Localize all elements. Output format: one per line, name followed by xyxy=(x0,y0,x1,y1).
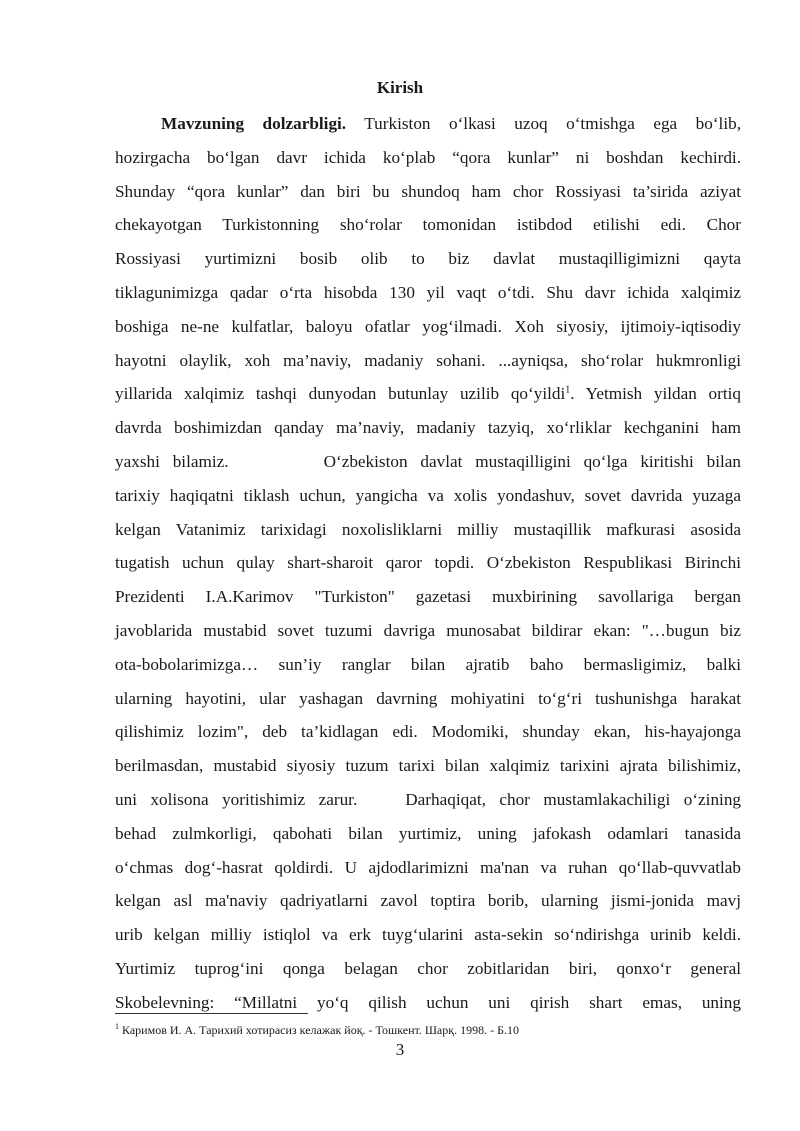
text-line: tarixiy haqiqatni tiklash uchun, yangicha va xolis yondashuv, sovet davrida yuzaga xyxy=(115,485,741,505)
text-line: Rossiyasi yurtimizni bosib olib to biz davlat mustaqilligimizni qayta xyxy=(115,249,741,269)
text-line xyxy=(115,783,741,817)
text-line: hozirgacha bo‘lgan davr ichida ko‘plab “qora kunlar” ni boshdan kechirdi. xyxy=(115,147,741,167)
text-line xyxy=(115,377,741,411)
text-line: behad zulmkorligi, qabohati bilan yurtimiz, uning jafokash odamlari tanasida xyxy=(115,823,741,843)
section-heading: Kirish xyxy=(376,78,424,97)
text-line xyxy=(115,445,741,479)
footnote-reference: 1 xyxy=(565,384,571,396)
text-line-content: Turkiston o‘lkasi uzoq o‘tmishga ega bo‘lib, xyxy=(346,114,741,133)
text-line: hayotni olaylik, xoh ma’naviy, madaniy sohani. ...ayniqsa, sho‘rolar hukmronligi xyxy=(115,350,741,370)
text-line: ularning hayotini, ular yashagan davrning mohiyatini to‘g‘ri tushunishga harakat xyxy=(115,688,741,708)
text-line-content: yaxshi bilamiz. xyxy=(115,451,229,471)
footnote-text: Каримов И. А. Тарихий хотирасиз келажак йоқ. - Тошкент. Шарқ. 1998. - Б.10 xyxy=(119,1023,519,1037)
text-line: Prezidenti I.A.Karimov "Turkiston" gazetasi muxbirining savollariga bergan xyxy=(115,587,741,607)
paragraph-lead: Mavzuning dolzarbligi. xyxy=(161,114,347,133)
text-line: qilishimiz lozim", deb ta’kidlagan edi. Modomiki, shunday ekan, his-hayajonga xyxy=(115,722,741,742)
text-line-content: yillarida xalqimiz tashqi dunyodan butunlay uzilib qo‘yildi xyxy=(115,384,566,404)
text-line: Shunday “qora kunlar” dan biri bu shundoq ham chor Rossiyasi ta’sirida aziyat xyxy=(115,181,741,201)
page-number: 3 xyxy=(395,1040,405,1059)
text-line: javoblarida mustabid sovet tuzumi davriga munosabat bildirar ekan: "…bugun biz xyxy=(115,620,741,640)
text-line-content: Darhaqiqat, chor mustamlakachiligi o‘zining xyxy=(405,789,742,809)
text-line: davrda boshimizdan qanday ma’naviy, madaniy tazyiq, xo‘rliklar kechganini ham xyxy=(115,418,741,438)
body-text xyxy=(115,107,741,1020)
text-line-content: uni xolisona yoritishimiz zarur. xyxy=(115,789,358,809)
footnote-separator xyxy=(115,1013,308,1014)
footnote xyxy=(115,1022,519,1038)
text-line: berilmasdan, mustabid siyosiy tuzum tarixi bilan xalqimiz tarixini ajrata bilishimiz, xyxy=(115,756,741,776)
text-line-content: O‘zbekiston davlat mustaqilligini qo‘lga kiritishi bilan xyxy=(323,451,741,471)
text-line-content: . Yetmish yildan ortiq xyxy=(570,384,741,404)
text-line: Skobelevning: “Millatni yo‘q qilish uchun uni qirish shart emas, uning xyxy=(115,992,741,1012)
footnote-number: 1 xyxy=(115,1022,119,1031)
text-line: o‘chmas dog‘-hasrat qoldirdi. U ajdodlarimizni ma'nan va ruhan qo‘llab-quvvatlab xyxy=(115,857,741,877)
text-line: urib kelgan milliy istiqlol va erk tuyg‘ularini asta-sekin so‘ndirishga urinib keldi. xyxy=(115,925,741,945)
text-line: chekayotgan Turkistonning sho‘rolar tomonidan istibdod etilishi edi. Chor xyxy=(115,215,741,235)
text-line: kelgan Vatanimiz tarixidagi noxolisliklarni milliy mustaqillik mafkurasi asosida xyxy=(115,519,741,539)
text-line xyxy=(115,107,741,141)
text-line: boshiga ne-ne kulfatlar, baloyu ofatlar yog‘ilmadi. Xoh siyosiy, ijtimoiy-iqtisodiy xyxy=(115,316,741,336)
text-line: tiklagunimizga qadar o‘rta hisobda 130 yil vaqt o‘tdi. Shu davr ichida xalqimiz xyxy=(115,282,741,302)
text-line: Yurtimiz tuprog‘ini qonga belagan chor zobitlaridan biri, qonxo‘r general xyxy=(115,958,741,978)
text-line: kelgan asl ma'naviy qadriyatlarni zavol toptira borib, ularning jismi-jonida mavj xyxy=(115,891,741,911)
text-line: ota-bobolarimizga… sun’iy ranglar bilan ajratib baho bermasligimiz, balki xyxy=(115,654,741,674)
text-line: tugatish uchun qulay shart-sharoit qaror topdi. O‘zbekiston Respublikasi Birinchi xyxy=(115,553,741,573)
